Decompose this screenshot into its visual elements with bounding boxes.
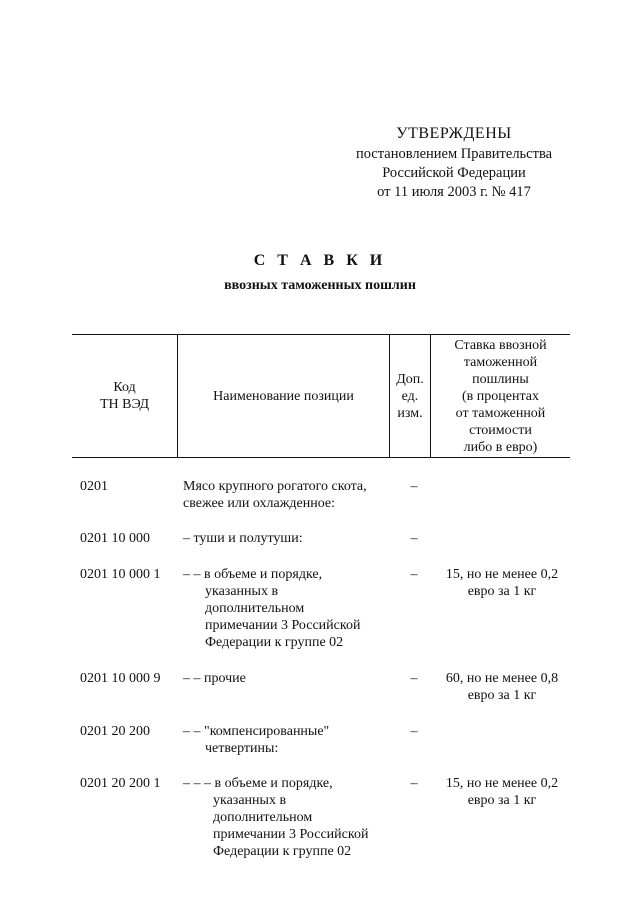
header-rate-line: стоимости [469, 422, 532, 438]
header-name-text: Наименование позиции [213, 388, 354, 404]
row-code: 0201 10 000 1 [80, 567, 161, 582]
approval-line-2: Российской Федерации [382, 165, 526, 181]
approval-block [336, 124, 572, 202]
row-name-line: Федерации к группе 02 [205, 635, 344, 650]
header-rate-line: либо в евро) [463, 439, 538, 455]
row-name-line: – – в объеме и порядке, [183, 567, 323, 582]
header-unit-line: Доп. [396, 371, 424, 387]
row-rate-line: евро за 1 кг [467, 584, 537, 599]
approval-line-1: постановлением Правительства [355, 146, 553, 162]
row-unit: – [410, 671, 418, 686]
row-code: 0201 20 200 [80, 724, 150, 739]
approval-line-3: от 11 июля 2003 г. № 417 [377, 184, 531, 200]
row-name-line: Федерации к группе 02 [213, 844, 352, 859]
header-rate-line: пошлины [472, 371, 529, 387]
row-rate [432, 670, 572, 704]
row-rate-line: 15, но не менее 0,2 [445, 567, 559, 582]
row-code: 0201 20 200 1 [80, 776, 161, 791]
header-code [72, 335, 177, 457]
row-name-line: Мясо крупного рогатого скота, [183, 479, 367, 494]
row-rate-line: 60, но не менее 0,8 [445, 671, 559, 686]
row-code: 0201 [80, 479, 108, 494]
header-rate-line: таможенной [463, 354, 538, 370]
row-unit: – [410, 531, 418, 546]
row-name-line: – туши и полутуши: [183, 531, 303, 546]
row-code: 0201 10 000 9 [80, 671, 161, 686]
header-unit [390, 335, 430, 457]
header-rate-line: от таможенной [455, 405, 546, 421]
row-unit: – [410, 567, 418, 582]
row-name [183, 478, 398, 512]
row-rate-line: евро за 1 кг [467, 793, 537, 808]
header-unit-line: изм. [397, 405, 423, 421]
document-title: С Т А В К И [253, 252, 387, 269]
row-name [183, 723, 398, 757]
row-name-line: примечании 3 Российской [213, 827, 369, 842]
row-code: 0201 10 000 [80, 531, 150, 546]
header-code-line: ТН ВЭД [99, 397, 150, 412]
table-header [72, 334, 570, 458]
row-unit: – [410, 776, 418, 791]
row-name-line: указанных в [205, 584, 279, 599]
header-rate [431, 335, 570, 457]
row-name-line: четвертины: [205, 741, 279, 756]
row-name [183, 670, 398, 687]
header-code-line: Код [113, 380, 136, 395]
row-rate [432, 775, 572, 809]
header-unit-line: ед. [401, 388, 419, 404]
row-name-line: дополнительном [213, 810, 313, 825]
approval-title: УТВЕРЖДЕНЫ [396, 125, 512, 142]
row-rate [432, 566, 572, 600]
header-rate-line: (в процентах [462, 388, 539, 404]
row-name [183, 566, 398, 651]
document-subtitle: ввозных таможенных пошлин [224, 278, 416, 293]
row-rate-line: 15, но не менее 0,2 [445, 776, 559, 791]
row-name-line: дополнительном [205, 601, 305, 616]
row-rate-line: евро за 1 кг [467, 688, 537, 703]
row-name-line: свежее или охлажденное: [183, 496, 335, 511]
row-name-line: указанных в [213, 793, 287, 808]
row-unit: – [410, 479, 418, 494]
row-name [183, 775, 398, 860]
row-unit: – [410, 724, 418, 739]
header-rate-line: Ставка ввозной [454, 337, 547, 353]
header-name [178, 335, 389, 457]
row-name [183, 530, 398, 547]
row-name-line: – – – в объеме и порядке, [183, 776, 333, 791]
row-name-line: примечании 3 Российской [205, 618, 361, 633]
row-name-line: – – "компенсированные" [183, 724, 330, 739]
row-name-line: – – прочие [183, 671, 246, 686]
